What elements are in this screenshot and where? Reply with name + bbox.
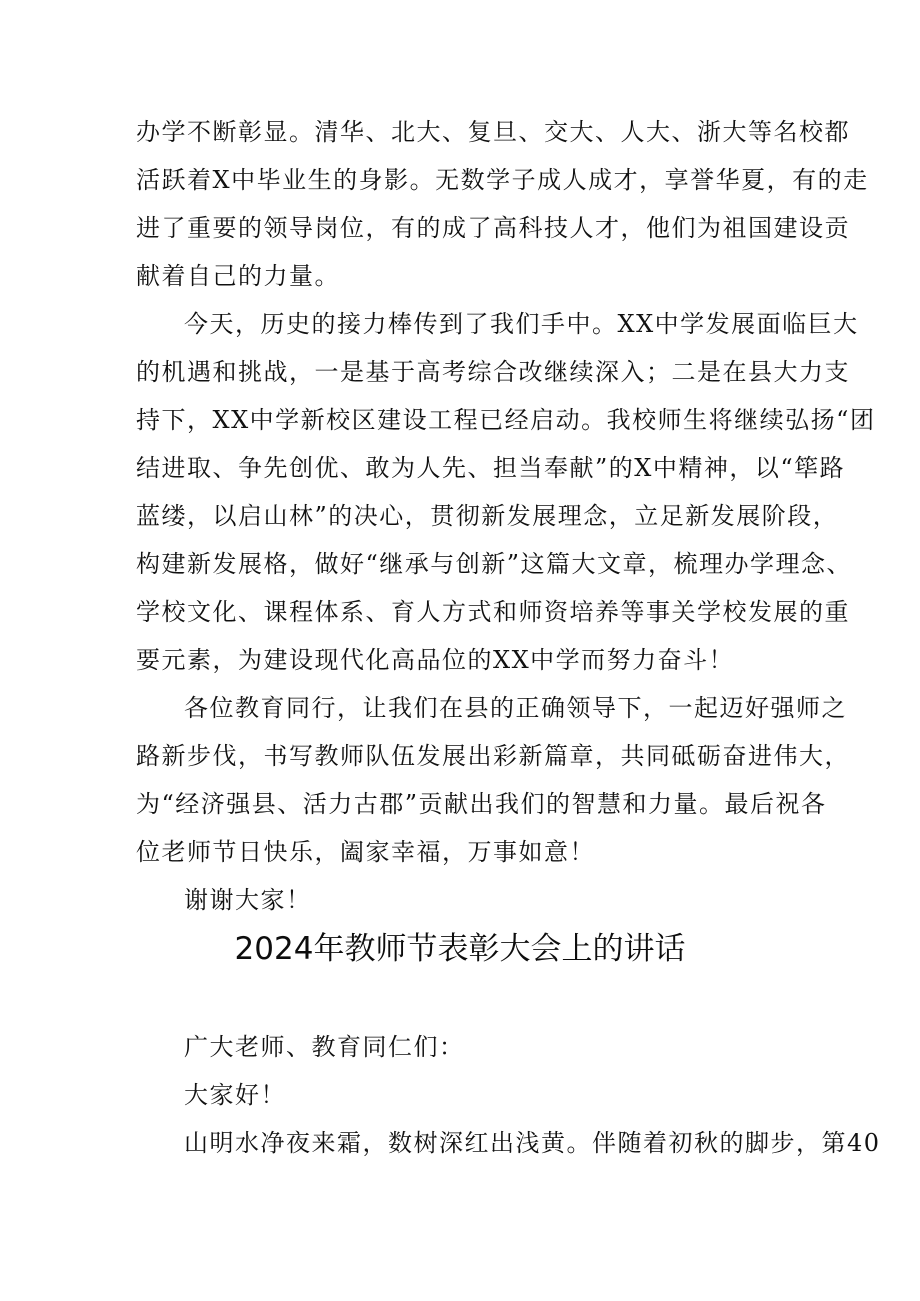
paragraph-1-line-4: 献着自己的力量。 xyxy=(136,262,340,290)
paragraph-2-line-6: 构建新发展格，做好“继承与创新”这篇大文章，梳理办学理念、 xyxy=(136,550,853,578)
paragraph-1-line-3: 进了重要的领导岗位，有的成了高科技人才，他们为祖国建设贡 xyxy=(136,214,850,242)
salutation-line: 广大老师、教育同仁们： xyxy=(184,1033,465,1061)
paragraph-2-line-1: 今天，历史的接力棒传到了我们手中。XX中学发展面临巨大 xyxy=(184,310,859,338)
paragraph-2-line-7: 学校文化、课程体系、育人方式和师资培养等事关学校发展的重 xyxy=(136,598,850,626)
paragraph-3-line-4: 位老师节日快乐，阖家幸福，万事如意！ xyxy=(136,838,595,866)
greeting-line: 大家好！ xyxy=(184,1081,286,1109)
paragraph-2-line-4: 结进取、争先创优、敢为人先、担当奉献”的X中精神，以“筚路 xyxy=(136,454,846,482)
paragraph-2-line-2: 的机遇和挑战，一是基于高考综合改继续深入；二是在县大力支 xyxy=(136,358,850,386)
paragraph-2-line-8: 要元素，为建设现代化高品位的XX中学而努力奋斗！ xyxy=(136,646,735,674)
section-title: 2024年教师节表彰大会上的讲话 xyxy=(234,931,686,967)
paragraph-2-line-5: 蓝缕，以启山林”的决心，贯彻新发展理念，立足新发展阶段， xyxy=(136,502,839,530)
paragraph-3-line-1: 各位教育同行，让我们在县的正确领导下，一起迈好强师之 xyxy=(184,694,847,722)
paragraph-2-line-3: 持下，XX中学新校区建设工程已经启动。我校师生将继续弘扬“团 xyxy=(136,406,876,434)
opening-paragraph-line-1: 山明水净夜来霜，数树深红出浅黄。伴随着初秋的脚步，第40 xyxy=(184,1129,881,1157)
paragraph-1-line-1: 办学不断彰显。清华、北大、复旦、交大、人大、浙大等名校都 xyxy=(136,118,850,146)
paragraph-3-line-2: 路新步伐，书写教师队伍发展出彩新篇章，共同砥砺奋进伟大， xyxy=(136,742,850,770)
closing-line: 谢谢大家！ xyxy=(184,886,312,914)
paragraph-3-line-3: 为“经济强县、活力古郡”贡献出我们的智慧和力量。最后祝各 xyxy=(136,790,827,818)
paragraph-1-line-2: 活跃着X中毕业生的身影。无数学子成人成才，享誉华夏，有的走 xyxy=(136,166,869,194)
